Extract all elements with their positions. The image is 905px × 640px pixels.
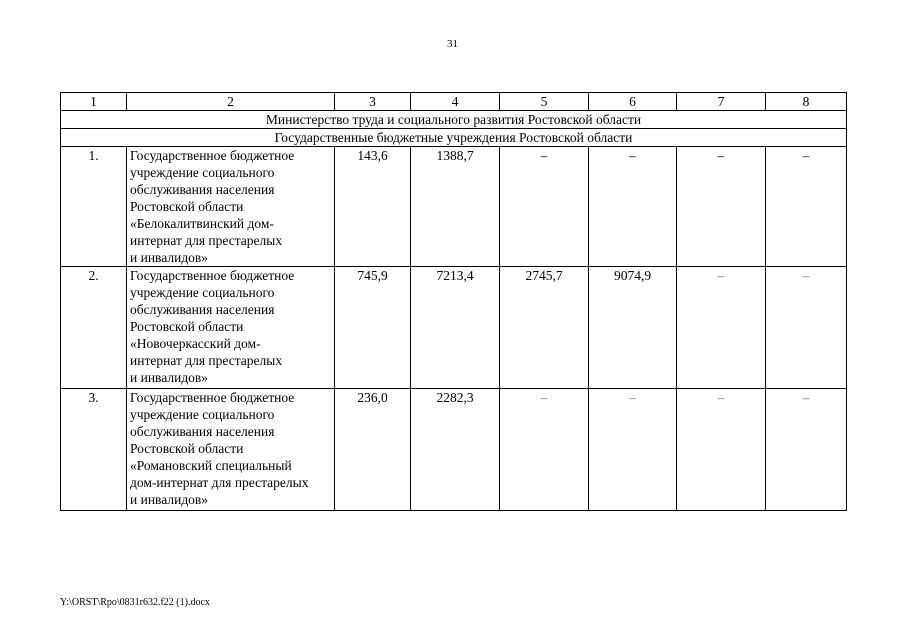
cell-value: – bbox=[677, 389, 766, 511]
header-cell: 2 bbox=[127, 93, 335, 111]
name-line: учреждение социального bbox=[130, 407, 275, 422]
name-line: интернат для престарелых bbox=[130, 233, 283, 248]
cell-value: – bbox=[589, 147, 677, 267]
cell-value: 9074,9 bbox=[589, 267, 677, 389]
header-row bbox=[61, 93, 847, 111]
header-cell: 1 bbox=[61, 93, 127, 111]
institution-name bbox=[127, 389, 335, 511]
page-number: 31 bbox=[447, 38, 458, 50]
cell-value: – bbox=[677, 147, 766, 267]
header-cell: 4 bbox=[411, 93, 500, 111]
header-cell: 8 bbox=[766, 93, 847, 111]
cell-value: 2282,3 bbox=[411, 389, 500, 511]
cell-value: 2745,7 bbox=[500, 267, 589, 389]
row-number: 3. bbox=[61, 389, 127, 511]
header-cell: 7 bbox=[677, 93, 766, 111]
header-cell: 3 bbox=[335, 93, 411, 111]
cell-value: – bbox=[677, 267, 766, 389]
file-path-footer: Y:\ORST\Rpo\0831r632.f22 (1).docx bbox=[60, 597, 210, 608]
institution-name bbox=[127, 267, 335, 389]
cell-value: – bbox=[766, 147, 847, 267]
name-line: и инвалидов» bbox=[130, 250, 209, 265]
cell-value: – bbox=[500, 389, 589, 511]
data-table bbox=[60, 92, 847, 511]
name-line: и инвалидов» bbox=[130, 370, 209, 385]
name-line: Государственное бюджетное bbox=[130, 148, 295, 163]
cell-value: – bbox=[589, 389, 677, 511]
section-row-institutions bbox=[61, 129, 847, 147]
cell-value: 236,0 bbox=[335, 389, 411, 511]
name-line: учреждение социального bbox=[130, 165, 275, 180]
name-line: Ростовской области bbox=[130, 319, 244, 334]
cell-value: 745,9 bbox=[335, 267, 411, 389]
name-line: Ростовской области bbox=[130, 199, 244, 214]
name-line: «Романовский специальный bbox=[130, 458, 292, 473]
header-cell: 6 bbox=[589, 93, 677, 111]
name-line: обслуживания населения bbox=[130, 182, 275, 197]
name-line: «Белокалитвинский дом- bbox=[130, 216, 274, 231]
name-line: обслуживания населения bbox=[130, 424, 275, 439]
cell-value: 7213,4 bbox=[411, 267, 500, 389]
name-line: учреждение социального bbox=[130, 285, 275, 300]
name-line: Государственное бюджетное bbox=[130, 390, 295, 405]
cell-value: – bbox=[766, 267, 847, 389]
section-title: Министерство труда и социального развития Ростовской области bbox=[61, 111, 847, 129]
name-line: дом-интернат для престарелых bbox=[130, 475, 309, 490]
cell-value: 1388,7 bbox=[411, 147, 500, 267]
name-line: интернат для престарелых bbox=[130, 353, 283, 368]
name-line: «Новочеркасский дом- bbox=[130, 336, 261, 351]
cell-value: – bbox=[500, 147, 589, 267]
row-number: 1. bbox=[61, 147, 127, 267]
name-line: Государственное бюджетное bbox=[130, 268, 295, 283]
name-line: обслуживания населения bbox=[130, 302, 275, 317]
row-number: 2. bbox=[61, 267, 127, 389]
cell-value: – bbox=[766, 389, 847, 511]
institution-name bbox=[127, 147, 335, 267]
header-cell: 5 bbox=[500, 93, 589, 111]
name-line: Ростовской области bbox=[130, 441, 244, 456]
cell-value: 143,6 bbox=[335, 147, 411, 267]
name-line: и инвалидов» bbox=[130, 492, 209, 507]
table-row bbox=[61, 267, 847, 389]
section-row-ministry bbox=[61, 111, 847, 129]
section-subtitle: Государственные бюджетные учреждения Ростовской области bbox=[61, 129, 847, 147]
table-row bbox=[61, 147, 847, 267]
table-row bbox=[61, 389, 847, 511]
